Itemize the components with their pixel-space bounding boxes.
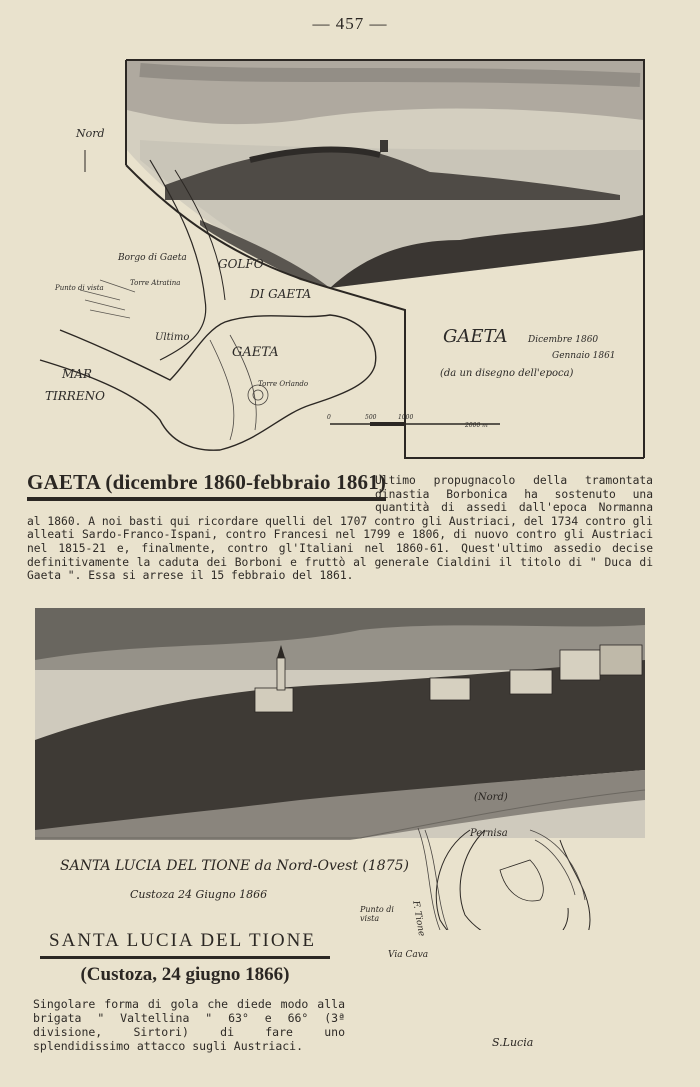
tione-illustration xyxy=(0,600,700,930)
gaeta-source: (da un disegno dell'epoca) xyxy=(440,368,574,379)
tione-caption-line1: SANTA LUCIA DEL TIONE da Nord-Ovest (1875) xyxy=(60,858,409,874)
tione-river-label: F. Tione xyxy=(410,900,427,938)
tione-caption-line2: Custoza 24 Giugno 1866 xyxy=(130,888,268,901)
tione-nord-label: (Nord) xyxy=(474,792,508,803)
gaeta-caption-body: Ultimo propugnacolo della tramontata dinastia Borbonica ha sostenuto una quantità di assedi dall'epoca Normanna al 1860. A noi basti qui ricordare quelli del 1707 contro gli Austriaci, del 1734 contro gli alleati Sardo-Franco-Ispani, contro Francesi nel 1799 e 1806, di nuovo contro gli Austriaci nel 1815-21 e, finalmente, contro gl'Italiani nel 1860-61. Quest'ultimo assedio decise definitivamente la caduta dei Borboni e fruttò al generale Cialdini il titolo di " Duca di Gaeta ". Essa si arrese il 15 febbraio del 1861. xyxy=(27,474,653,583)
pernisa-label: Pernisa xyxy=(470,828,508,839)
borgo-label: Borgo di Gaeta xyxy=(118,253,187,263)
gaeta-title: GAETA (dicembre 1860-febbraio 1861) xyxy=(27,470,386,501)
tione-caption-text: Singolare forma di gola che diede modo alla brigata " Valtellina " 63° e 66° (3ª divisione, Sirtori) di fare uno splendidissimo attacco sugli Austriaci. xyxy=(33,997,345,1053)
tirreno-label: TIRRENO xyxy=(45,389,105,403)
page-number: — 457 — xyxy=(312,14,388,33)
gaeta-drawing xyxy=(0,0,700,470)
torre-atratina-label: Torre Atratina xyxy=(130,279,181,287)
gaeta-date1: Dicembre 1860 xyxy=(528,335,599,345)
gaeta-map-label: GAETA xyxy=(232,345,279,360)
scale-500: 500 xyxy=(365,414,377,421)
gaeta-signature-title: GAETA xyxy=(443,326,508,347)
gaeta-illustration xyxy=(0,0,700,470)
via-cava-label: Via Cava xyxy=(388,950,429,960)
scale-2000: 2000 m xyxy=(465,422,488,429)
ultimo-label: Ultimo xyxy=(155,332,190,343)
di-gaeta-label: DI GAETA xyxy=(250,287,312,301)
tione-subtitle: (Custoza, 24 giugno 1866) xyxy=(80,964,290,985)
tione-drawing xyxy=(0,600,700,930)
tione-punto-vista-label: Punto di vista xyxy=(360,905,394,923)
torre-orlando-label: Torre Orlando xyxy=(258,380,309,388)
mar-label: MAR xyxy=(62,367,92,381)
gaeta-date2: Gennaio 1861 xyxy=(552,351,616,361)
scale-0: 0 xyxy=(327,414,331,421)
tione-title-rule xyxy=(40,956,330,959)
north-label: Nord xyxy=(76,127,105,140)
punto-vista-label: Punto di vista xyxy=(55,284,104,292)
tione-title: SANTA LUCIA DEL TIONE xyxy=(49,930,316,951)
scale-1000: 1000 xyxy=(398,414,414,421)
golfo-label: GOLFO xyxy=(218,257,264,271)
s-lucia-label: S.Lucia xyxy=(492,1036,534,1049)
